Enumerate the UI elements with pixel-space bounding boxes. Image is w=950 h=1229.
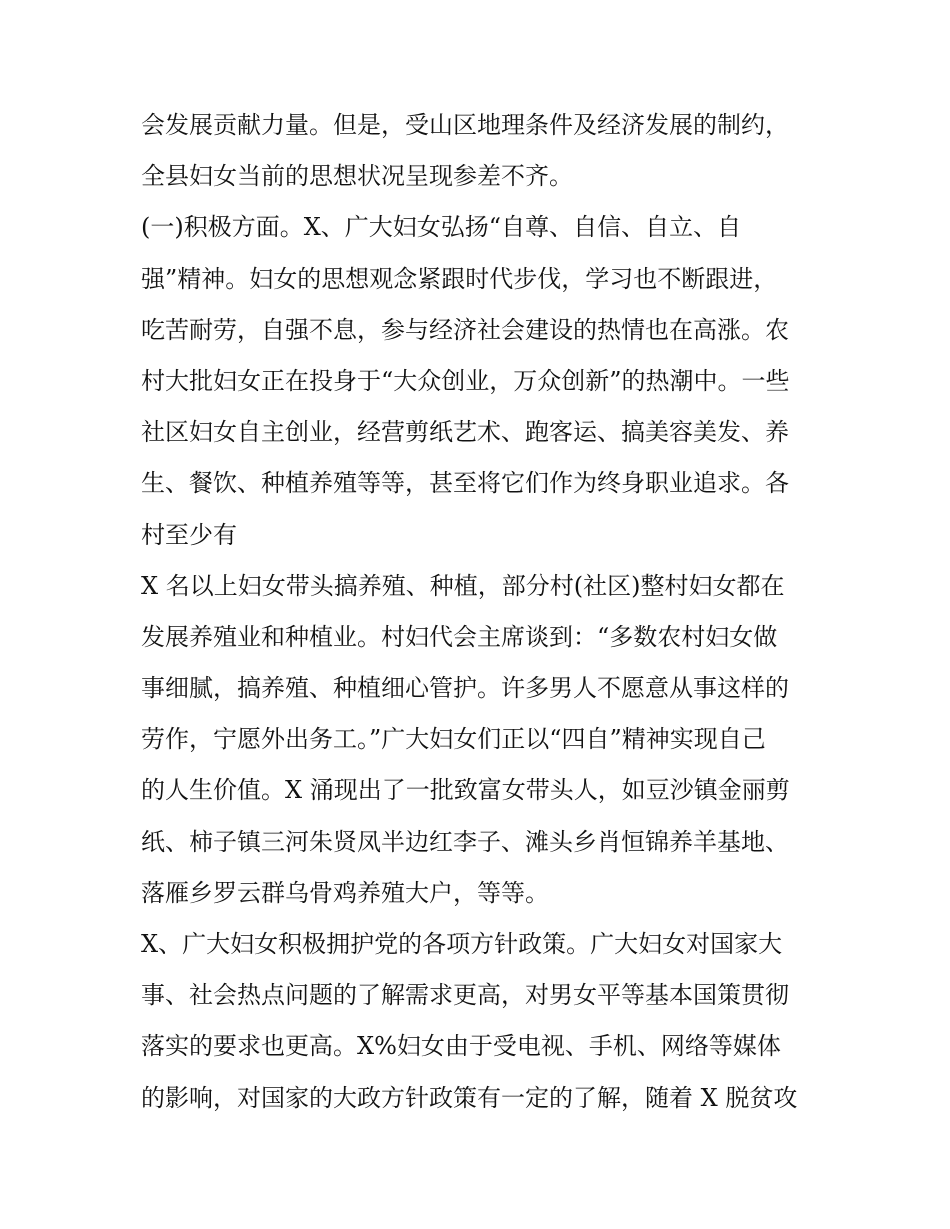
text-line: 劳作，宁愿外出务工。”广大妇女们正以“四自”精神实现自己 — [141, 725, 766, 754]
text-line: 事细腻，搞养殖、种植细心管护。许多男人不愿意从事这样的 — [141, 674, 789, 703]
text-line: 会发展贡献力量。但是，受山区地理条件及经济发展的制约， — [141, 111, 789, 139]
text-line: X、广大妇女积极拥护党的各项方针政策。广大妇女对国家大 — [141, 930, 783, 958]
text-line: 落实的要求也更高。X%妇女由于受电视、手机、网络等媒体 — [141, 1032, 781, 1061]
text-line: 村大批妇女正在投身于“大众创业，万众创新”的热潮中。一些 — [141, 366, 790, 395]
text-line: 社区妇女自主创业，经营剪纸艺术、跑客运、搞美容美发、养 — [141, 418, 789, 447]
text-line: 村至少有 — [141, 520, 237, 549]
text-line: 强”精神。妇女的思想观念紧跟时代步伐，学习也不断跟进， — [141, 264, 778, 293]
text-line: (一)积极方面。X、广大妇女弘扬“自尊、自信、自立、自 — [141, 213, 742, 242]
text-line: 纸、柿子镇三河朱贤凤半边红李子、滩头乡肖恒锦养羊基地、 — [141, 827, 789, 856]
text-line: X 名以上妇女带头搞养殖、种植，部分村(社区)整村妇女都在 — [141, 571, 785, 600]
text-line: 全县妇女当前的思想状况呈现参差不齐。 — [141, 162, 573, 191]
text-line: 落雁乡罗云群乌骨鸡养殖大户，等等。 — [141, 878, 549, 907]
text-line: 吃苦耐劳，自强不息，参与经济社会建设的热情也在高涨。农 — [141, 315, 789, 344]
text-line: 生、餐饮、种植养殖等等，甚至将它们作为终身职业追求。各 — [141, 469, 789, 498]
text-line: 发展养殖业和种植业。村妇代会主席谈到：“多数农村妇女做 — [141, 622, 778, 651]
body-text — [141, 100, 821, 1124]
text-line: 的影响，对国家的大政方针政策有一定的了解，随着 X 脱贫攻 — [141, 1083, 798, 1112]
text-line: 事、社会热点问题的了解需求更高，对男女平等基本国策贯彻 — [141, 981, 789, 1010]
text-line: 的人生价值。X 涌现出了一批致富女带头人，如豆沙镇金丽剪 — [141, 776, 790, 805]
